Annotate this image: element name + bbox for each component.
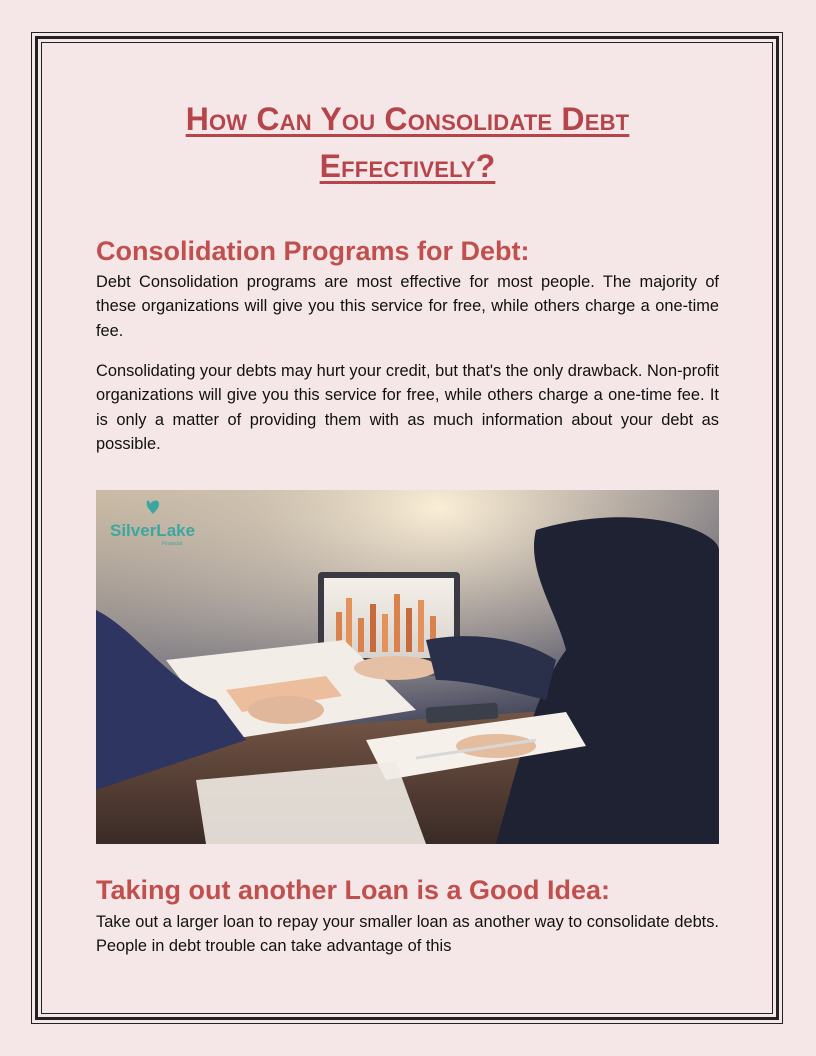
photo-illustration — [96, 490, 719, 844]
logo-subtext: Financial — [162, 541, 183, 547]
business-meeting-photo — [96, 490, 719, 844]
logo-text: SilverLake — [110, 521, 196, 540]
paragraph-another-loan-1: Take out a larger loan to repay your smaller loan as another way to consolidate debts. People in debt trouble can take advantage of this — [96, 913, 719, 956]
paragraph-consolidation-programs-1: Debt Consolidation programs are most effective for most people. The majority of these organizations will give you this service for free, while others charge a one-time fee. — [96, 273, 719, 340]
document-content — [96, 96, 719, 956]
paragraph-consolidation-programs-2: Consolidating your debts may hurt your credit, but that's the only drawback. Non-profit organizations will give you this service for free, while others charge a one-time fee. It is only a matter of providing them with as much information about your debt as possible. — [96, 362, 719, 454]
page-title: How Can You Consolidate Debt Effectively? — [185, 101, 630, 184]
section-heading-consolidation-programs: Consolidation Programs for Debt: — [96, 236, 530, 266]
section-heading-another-loan: Taking out another Loan is a Good Idea: — [96, 875, 611, 905]
